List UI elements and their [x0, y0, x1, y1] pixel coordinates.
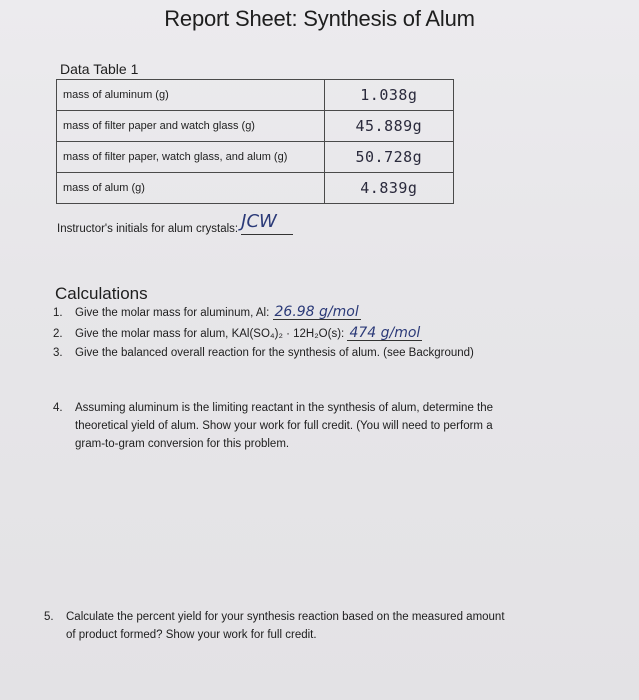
row-value: 50.728g — [324, 142, 453, 173]
question-text: Give the balanced overall reaction for the synthesis of alum. (see Background) — [75, 347, 474, 359]
table-row — [57, 142, 454, 173]
table-row — [57, 80, 454, 111]
page-title: Report Sheet: Synthesis of Alum — [164, 6, 475, 31]
answer-molar-mass-aluminum: 26.98 g/mol — [274, 304, 359, 320]
question-3 — [53, 345, 474, 362]
row-label: mass of filter paper and watch glass (g) — [57, 111, 325, 142]
question-text: gram-to-gram conversion for this problem. — [75, 438, 290, 450]
question-number: 3. — [53, 347, 63, 359]
question-text: theoretical yield of alum. Show your work for full credit. (You will need to perform a — [75, 420, 493, 432]
question-text: Give the molar mass for alum, KAl(SO₄)₂ · 12H₂O(s): — [75, 328, 345, 340]
data-table-caption: Data Table 1 — [60, 61, 139, 77]
question-number: 1. — [53, 307, 63, 319]
question-2 — [53, 326, 422, 343]
table-row — [57, 111, 454, 142]
row-value: 45.889g — [324, 111, 453, 142]
question-number: 4. — [53, 402, 63, 414]
question-1 — [53, 305, 361, 322]
instructor-initials-handwritten: JCW — [241, 211, 277, 232]
instructor-initials-label: Instructor's initials for alum crystals: — [57, 223, 239, 235]
question-4 — [53, 399, 573, 453]
calculations-heading: Calculations — [55, 284, 148, 303]
row-label: mass of alum (g) — [57, 173, 325, 204]
question-text: Assuming aluminum is the limiting reactant in the synthesis of alum, determine the — [75, 402, 494, 414]
question-number: 2. — [53, 328, 63, 340]
table-row — [57, 173, 454, 204]
question-number: 5. — [44, 611, 54, 623]
data-table — [56, 79, 454, 204]
question-text: Calculate the percent yield for your synthesis reaction based on the measured amount — [66, 611, 505, 623]
answer-molar-mass-alum: 474 g/mol — [349, 325, 421, 341]
instructor-initials-blank — [241, 213, 293, 235]
row-value: 1.038g — [324, 80, 453, 111]
question-text: Give the molar mass for aluminum, Al: — [75, 307, 270, 319]
row-value: 4.839g — [324, 173, 453, 204]
question-text: of product formed? Show your work for full credit. — [66, 629, 317, 641]
instructor-initials-line — [57, 213, 293, 235]
row-label: mass of aluminum (g) — [57, 80, 325, 111]
row-label: mass of filter paper, watch glass, and alum (g) — [57, 142, 325, 173]
question-5 — [44, 608, 604, 644]
